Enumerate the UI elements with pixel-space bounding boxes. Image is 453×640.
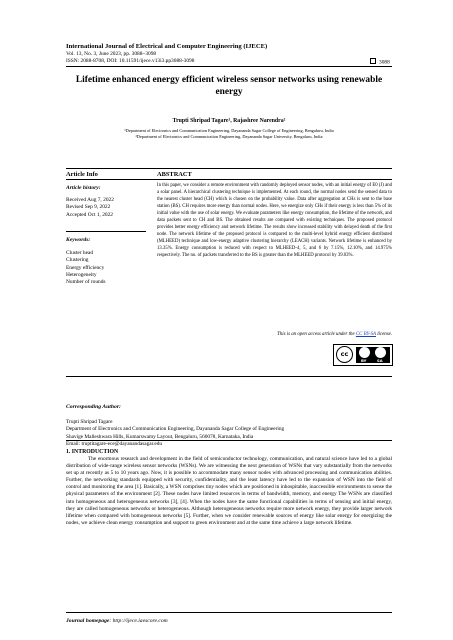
history-received: Received Aug 7, 2022 [66,197,114,203]
abstract-text: In this paper, we consider a remote environment with randomly deployed sensor nodes, with an initial energy of E0 (J) and a solar panel. A hierarchical clustering technique is implemented. At each round, the normal nodes send the sensed data to the nearest cluster head (CH) which is chosen on the probability value. Data after aggregation at CHs is sent to the base station (BS). CH requires more energy than normal nodes. Here, we energize only CHs if their energy is less than 5% of its initial value with the use of solar energy. We evaluate parameters like energy consumption, the lifetime of the network, and data packets sent to CH and BS. The obtained results are compared with existing techniques. The proposed protocol provides better energy efficiency and network lifetime. The results show increased stability with delayed death of the first node. The network lifetime of the proposed protocol is compared to the multi-level hybrid energy efficient distributed (MLHEED) technique and low-energy adaptive clustering hierarchy (LEACH) variants. Network lifetime is enhanced by 13.35%. Energy consumption is reduced with respect to MLHEED-4, 5, and 6 by 7.15%, 12.10%, and 14.975% respectively. The no. of packets transferred to the BS is greater than the MLHEED protocol by 39.03%. [157,183,392,259]
section-heading-introduction: 1. INTRODUCTION [66,449,119,455]
journal-name: International Journal of Electrical and Computer Engineering (IJECE) [66,43,268,50]
keyword-item: Energy efficiency [66,264,105,271]
keywords-label: Keywords: [66,237,91,243]
license-link[interactable]: CC BY-SA [355,332,376,337]
history-revised: Revised Sep 9, 2022 [66,204,111,211]
corresponding-name: Trupti Shripad Tagare [66,419,113,425]
by-person-icon [359,347,370,358]
cc-by-sa-badge[interactable] [333,344,393,366]
history-label: Article history: [66,185,101,191]
license-prefix: This is an open access article under the [277,332,356,337]
keywords-rule [66,231,146,232]
cc-icon: cc [336,346,353,363]
corresponding-bottom-rule [66,440,392,441]
by-label: BY [361,357,367,363]
abstract-heading: ABSTRACT [157,171,192,178]
license-suffix: license. [375,332,392,337]
license-note [157,332,392,337]
history-accepted: Accepted Oct 1, 2022 [66,211,114,218]
keyword-item: Clustering [66,257,89,264]
corresponding-address: Shavige Malleshwara Hills, Kumarswamy Layout, Bengaluru, 560078, Karnataka, India [66,433,254,440]
corresponding-heading: Corresponding Author: [66,404,121,410]
page-icon [370,58,376,64]
page-number-text: 3088 [379,59,390,66]
article-info-heading: Article Info [66,171,98,178]
introduction-text: The enormous research and development in the field of semiconductor technology, communication, and natural science have led to a global distribution of wide-range wireless sensor networks (WSNs). We are witnessing the next generation of WSNs that vary substantially from the networks set up at recently as 5 to 10 years ago. Now, it is possible to accommodate many sensor nodes with advanced processing and communication abilities. Further, the networking standards equipped with security, confidentiality, and the least latency have led to the expansion of WSN into the field of control and monitoring the area [1]. Basically, a WSN comprises tiny nodes which are positioned in inhospitable, inaccessible environments to sense the physical parameters of the environment [2]. These nodes have limited resources in terms of bandwidth, memory, and energy The WSNs are classified into homogeneous and heterogeneous networks [3], [4]. When the nodes have the same functional capabilities in terms of sensing and initial energy, they are called homogeneous networks or heterogeneous. Although heterogeneous networks require more network energy, they provide larger network lifetime when compared with homogeneous networks [5]. Further, when we consider renewable sources of energy like solar energy for energizing the nodes, we achieve clean energy consumption and support to green environment and at the same time achieve a large network lifetime. [66,456,392,526]
corresponding-details [66,419,392,448]
affiliation-1: ¹Department of Electronics and Communication Engineering, Dayananda Sagar College of Engineering, Bengaluru, India [124,128,334,133]
homepage-url[interactable]: http://ijece.iaescore.com [112,618,168,624]
sa-share-icon [375,347,386,358]
info-left-rule [66,179,146,180]
affiliation-2: ²Department of Electronics and Communication Engineering, Dayananda Sagar University, Bengaluru, India [135,134,323,139]
keywords-list [66,250,106,286]
page-number [370,58,390,66]
corresponding-top-rule [66,376,392,377]
corresponding-dept: Department of Electronics and Communication Engineering, Dayananda Sagar College of Engineering [66,426,285,433]
paper-title: Lifetime enhanced energy efficient wireless sensor networks using renewable energy [75,75,383,97]
keyword-item: Cluster head [66,250,94,256]
sa-label: SA [377,357,383,363]
homepage-label: Journal homepage [66,618,110,624]
corresponding-email: Email: truptitagare-ece@dayanandasagar.edu [66,440,163,447]
footer-rule [66,612,392,613]
volume-line: Vol. 13, No. 3, June 2023, pp. 3088~3098 [66,51,157,57]
issn-doi-line: ISSN: 2088-8708, DOI: 10.11591/ijece.v13i3.pp3088-3098 [66,58,195,64]
keyword-item: Number of rounds [66,279,106,286]
journal-homepage: Journal homepage: http://ijece.iaescore.com [66,618,168,624]
info-top-rule [66,168,392,169]
authors: Trupti Shripad Tagare¹, Rajashree Narendra² [172,118,286,124]
keyword-item: Heterogeneity [66,271,97,278]
history-list [66,197,114,219]
header-rule [66,66,392,67]
